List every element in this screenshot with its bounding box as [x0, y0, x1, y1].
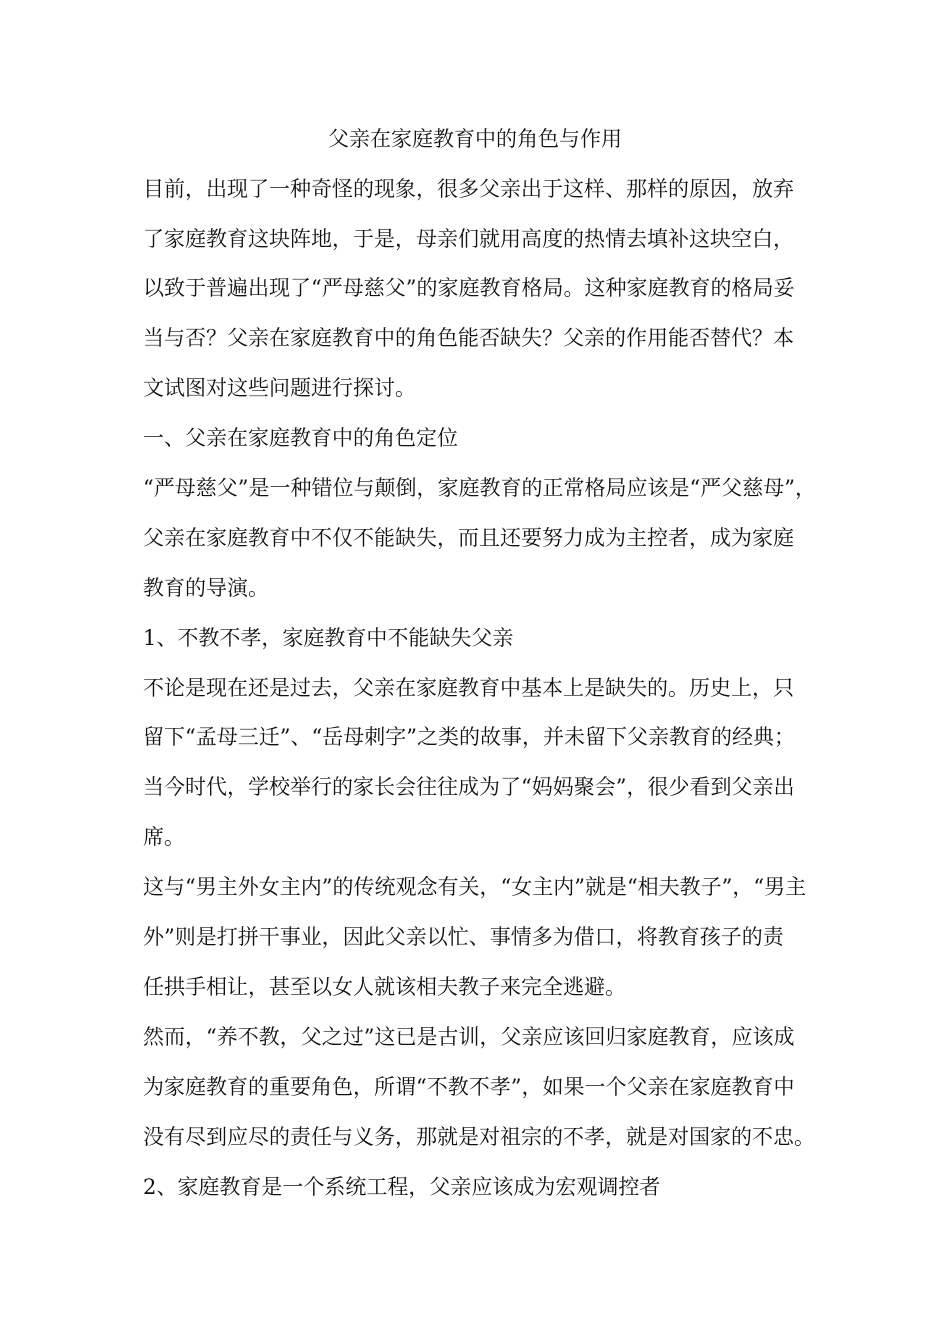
- text-line: 不论是现在还是过去，父亲在家庭教育中基本上是缺失的。历史上，只: [143, 676, 794, 700]
- text-line: 这与“男主外女主内”的传统观念有关，“女主内”就是“相夫教子”，“男主: [143, 875, 807, 899]
- text-line: 当与否？父亲在家庭教育中的角色能否缺失？父亲的作用能否替代？本: [143, 326, 794, 350]
- document-title: 父亲在家庭教育中的角色与作用: [328, 127, 622, 151]
- text-line: 文试图对这些问题进行探讨。: [143, 376, 416, 400]
- text-line: 外”则是打拼干事业，因此父亲以忙、事情多为借口，将教育孩子的责: [143, 925, 784, 949]
- text-line: 目前，出现了一种奇怪的现象，很多父亲出于这样、那样的原因，放弃: [143, 177, 794, 201]
- text-line: 以致于普遍出现了“严母慈父”的家庭教育格局。这种家庭教育的格局妥: [143, 276, 795, 300]
- subsection-heading: 2、家庭教育是一个系统工程，父亲应该成为宏观调控者: [143, 1175, 661, 1199]
- subsection-heading: 1、不教不孝，家庭教育中不能缺失父亲: [143, 626, 514, 650]
- text-line: 教育的导演。: [143, 576, 269, 600]
- text-line: 席。: [143, 825, 185, 849]
- text-line: 任拱手相让，甚至以女人就该相夫教子来完全逃避。: [143, 975, 626, 999]
- text-line: 留下“孟母三迁”、“岳母刺字”之类的故事，并未留下父亲教育的经典；: [143, 725, 795, 749]
- text-line: 当今时代，学校举行的家长会往往成为了“妈妈聚会”，很少看到父亲出: [143, 775, 795, 799]
- text-line: 父亲在家庭教育中不仅不能缺失，而且还要努力成为主控者，成为家庭: [143, 526, 794, 550]
- section-heading: 一、父亲在家庭教育中的角色定位: [143, 426, 458, 450]
- text-line: 为家庭教育的重要角色，所谓“不教不孝”，如果一个父亲在家庭教育中: [143, 1075, 795, 1099]
- text-line: 了家庭教育这块阵地，于是，母亲们就用高度的热情去填补这块空白，: [143, 227, 794, 251]
- text-line: 然而，“养不教，父之过”这已是古训，父亲应该回归家庭教育，应该成: [143, 1025, 795, 1049]
- text-line: “严母慈父”是一种错位与颠倒，家庭教育的正常格局应该是“严父慈母”，: [143, 476, 816, 500]
- text-line: 没有尽到应尽的责任与义务，那就是对祖宗的不孝，就是对国家的不忠。: [143, 1125, 815, 1149]
